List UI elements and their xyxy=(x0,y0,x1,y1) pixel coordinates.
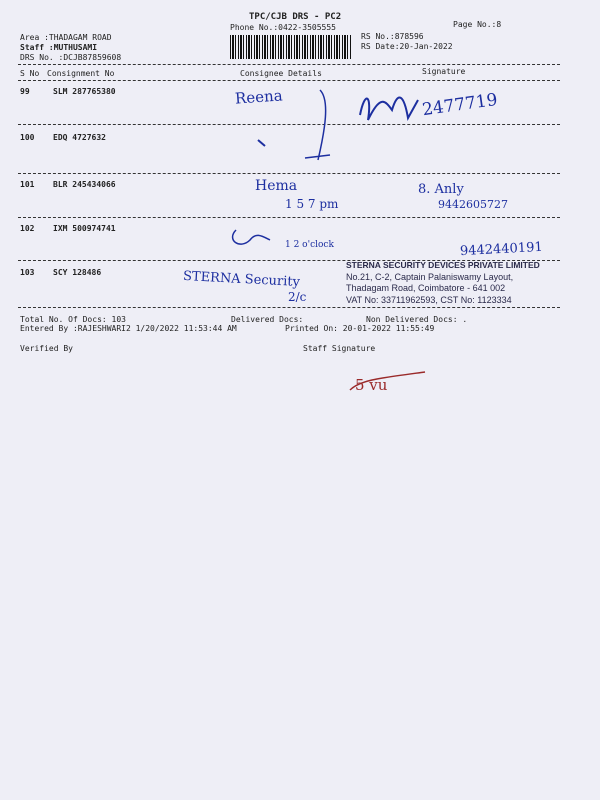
row-sno: 101 xyxy=(20,180,35,189)
page-number: Page No.:8 xyxy=(453,20,502,29)
row-consignment: EDQ 4727632 xyxy=(53,133,106,142)
handwritten-signature: 8. Anly xyxy=(418,182,464,197)
signature-scribble xyxy=(233,230,270,244)
entered-by: Entered By :RAJESHWARI2 1/20/2022 11:53:44 AM xyxy=(20,324,237,333)
handwritten-time: 1 2 o'clock xyxy=(285,240,334,250)
area-label: Area :THADAGAM ROAD xyxy=(20,33,112,42)
handwritten-phone: 9442605727 xyxy=(438,198,508,211)
handwritten-note: 2/c xyxy=(288,290,307,304)
row-sno: 103 xyxy=(20,268,35,277)
checkmark-icon xyxy=(258,140,265,146)
staff-signature-label: Staff Signature xyxy=(303,344,376,353)
total-docs: Total No. Of Docs: 103 xyxy=(20,315,126,324)
row-consignment: SCY 128486 xyxy=(53,268,102,277)
non-delivered-docs: Non Delivered Docs: . xyxy=(366,315,468,324)
staff-label: Staff :MUTHUSAMI xyxy=(20,43,98,52)
signature-scribble xyxy=(305,90,330,160)
rs-date: RS Date:20-Jan-2022 xyxy=(361,42,453,51)
stamp-line: VAT No: 33711962593, CST No: 1123334 xyxy=(346,294,512,305)
stamp-line: No.21, C-2, Captain Palaniswamy Layout, xyxy=(346,271,514,282)
printed-on: Printed On: 20-01-2022 11:55:49 xyxy=(285,324,435,333)
col-header-signature: Signature xyxy=(422,67,466,76)
col-header-sno: S No xyxy=(20,69,40,78)
handwritten-name: Reena xyxy=(234,86,284,108)
stamp-line: STERNA SECURITY DEVICES PRIVATE LIMITED xyxy=(346,260,540,270)
document-title: TPC/CJB DRS - PC2 xyxy=(249,12,342,22)
col-header-consignee: Consignee Details xyxy=(240,69,322,78)
verified-by-label: Verified By xyxy=(20,344,73,353)
handwritten-number: 2477719 xyxy=(420,89,499,121)
handwritten-name: Hema xyxy=(255,178,298,194)
col-header-consignment: Consignment No xyxy=(47,69,115,78)
rs-number: RS No.:878596 xyxy=(361,32,424,41)
signature-scribble xyxy=(360,98,418,120)
row-consignment: BLR 245434066 xyxy=(53,180,116,189)
row-consignment: SLM 287765380 xyxy=(53,87,116,96)
verified-mark: 5 vu xyxy=(355,376,388,394)
delivered-docs: Delivered Docs: xyxy=(231,315,304,324)
handwritten-time: 1 5 7 pm xyxy=(285,197,339,211)
handwritten-name: STERNA Security xyxy=(182,268,301,291)
row-sno: 99 xyxy=(20,87,30,96)
drs-number: DRS No. :DCJB87859608 xyxy=(20,53,122,62)
row-consignment: IXM 500974741 xyxy=(53,224,116,233)
row-sno: 100 xyxy=(20,133,35,142)
row-sno: 102 xyxy=(20,224,35,233)
handwritten-phone: 9442440191 xyxy=(459,239,544,260)
phone-number: Phone No.:0422-3505555 xyxy=(230,23,336,32)
stamp-line: Thadagam Road, Coimbatore - 641 002 xyxy=(346,283,506,293)
company-stamp xyxy=(346,260,540,306)
